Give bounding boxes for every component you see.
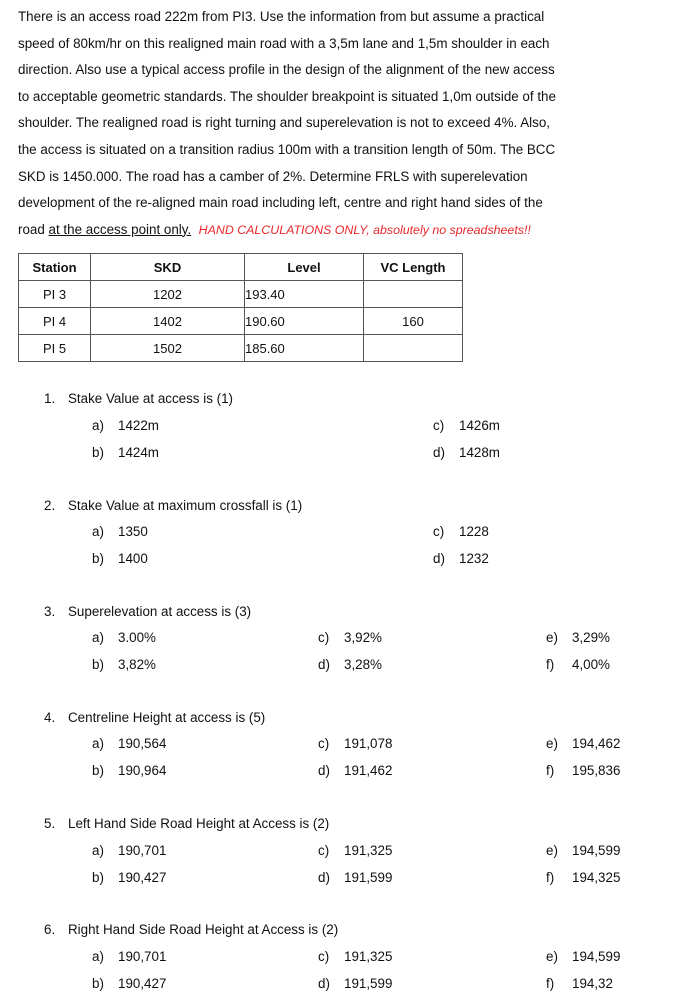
option-value: 4,00% — [572, 657, 610, 672]
option-value: 1422m — [118, 418, 159, 433]
option-label: b) — [92, 445, 104, 460]
intro-line: SKD is 1450.000. The road has a camber of 2%. Determine FRLS with superelevation — [18, 168, 528, 184]
option-2b — [92, 551, 148, 566]
option-value: 191,078 — [344, 736, 393, 751]
option-label: d) — [318, 976, 330, 991]
option-2a — [92, 524, 148, 539]
table-row — [19, 335, 463, 362]
intro-line: the access is situated on a transition radius 100m with a transition length of 50m. The BCC — [18, 141, 556, 157]
warning-text: HAND CALCULATIONS ONLY, absolutely no spreadsheets!! — [198, 222, 531, 237]
option-value: 191,599 — [344, 870, 393, 885]
alignment-table — [18, 253, 463, 362]
header-skd: SKD — [91, 254, 245, 281]
option-value: 3,82% — [118, 657, 156, 672]
intro-line: speed of 80km/hr on this realigned main road with a 3,5m lane and 1,5m shoulder in each — [18, 35, 550, 51]
option-value: 194,325 — [572, 870, 621, 885]
cell-station: PI 3 — [19, 281, 91, 308]
option-value: 1426m — [459, 418, 500, 433]
option-5e — [546, 843, 620, 858]
header-station: Station — [19, 254, 91, 281]
option-label: f) — [546, 657, 555, 672]
option-value: 3.00% — [118, 630, 156, 645]
cell-level: 190.60 — [245, 308, 364, 335]
question-text: Left Hand Side Road Height at Access is (2) — [68, 816, 330, 831]
option-value: 1400 — [118, 551, 148, 566]
option-label: f) — [546, 976, 555, 991]
question-number: 2. — [44, 498, 56, 513]
option-value: 191,325 — [344, 949, 393, 964]
option-label: e) — [546, 843, 558, 858]
option-label: a) — [92, 630, 104, 645]
cell-level: 193.40 — [245, 281, 364, 308]
option-label: c) — [318, 630, 330, 645]
option-label: e) — [546, 736, 558, 751]
intro-line: development of the re-aligned main road including left, centre and right hand sides of the — [18, 195, 543, 211]
option-label: c) — [318, 843, 330, 858]
option-5c — [318, 843, 392, 858]
cell-vc-length — [364, 335, 463, 362]
cell-station: PI 5 — [19, 335, 91, 362]
option-label: e) — [546, 949, 558, 964]
option-value: 190,701 — [118, 949, 167, 964]
option-6a — [92, 949, 166, 964]
option-value: 195,836 — [572, 763, 621, 778]
cell-vc-length — [364, 281, 463, 308]
header-vc-length: VC Length — [364, 254, 463, 281]
option-value: 194,599 — [572, 843, 621, 858]
option-6c — [318, 949, 392, 964]
question-2 — [44, 498, 302, 513]
question-text: Stake Value at access is (1) — [68, 391, 233, 406]
intro-line: shoulder. The realigned road is right turning and superelevation is not to exceed 4%. Also, — [18, 115, 550, 131]
option-value: 191,462 — [344, 763, 393, 778]
table-row — [19, 281, 463, 308]
option-4b — [92, 763, 166, 778]
problem-statement — [18, 4, 663, 243]
option-value: 1228 — [459, 524, 489, 539]
intro-line: There is an access road 222m from PI3. Use the information from but assume a practical — [18, 9, 545, 24]
question-number: 4. — [44, 710, 56, 725]
option-value: 3,92% — [344, 630, 382, 645]
option-5a — [92, 843, 166, 858]
option-label: f) — [546, 870, 555, 885]
option-3a — [92, 630, 156, 645]
table-row — [19, 308, 463, 335]
question-text: Superelevation at access is (3) — [68, 604, 252, 619]
cell-skd: 1202 — [91, 281, 245, 308]
option-label: b) — [92, 976, 104, 991]
option-5f — [546, 870, 620, 885]
question-text: Stake Value at maximum crossfall is (1) — [68, 498, 303, 513]
option-label: d) — [318, 870, 330, 885]
option-6f — [546, 976, 613, 991]
option-1d — [433, 445, 500, 460]
access-point-underlined: at the access point only. — [48, 221, 192, 237]
question-5 — [44, 816, 329, 831]
option-label: d) — [433, 445, 445, 460]
option-value: 191,599 — [344, 976, 393, 991]
option-value: 194,32 — [572, 976, 613, 991]
option-6d — [318, 976, 392, 991]
option-3b — [92, 657, 156, 672]
question-text: Right Hand Side Road Height at Access is (2) — [68, 922, 339, 937]
cell-level: 185.60 — [245, 335, 364, 362]
question-4 — [44, 710, 265, 725]
option-label: d) — [318, 657, 330, 672]
question-number: 5. — [44, 816, 56, 831]
question-text: Centreline Height at access is (5) — [68, 710, 266, 725]
option-label: d) — [318, 763, 330, 778]
question-number: 6. — [44, 922, 56, 937]
option-2c — [433, 524, 489, 539]
option-1a — [92, 418, 159, 433]
option-label: c) — [318, 949, 330, 964]
option-value: 3,29% — [572, 630, 610, 645]
option-value: 1424m — [118, 445, 159, 460]
option-label: b) — [92, 657, 104, 672]
option-value: 190,564 — [118, 736, 167, 751]
option-6b — [92, 976, 166, 991]
option-label: a) — [92, 524, 104, 539]
option-label: a) — [92, 949, 104, 964]
option-1c — [433, 418, 500, 433]
option-value: 3,28% — [344, 657, 382, 672]
header-level: Level — [245, 254, 364, 281]
cell-vc-length: 160 — [364, 308, 463, 335]
option-label: b) — [92, 551, 104, 566]
question-number: 3. — [44, 604, 56, 619]
option-4a — [92, 736, 166, 751]
cell-station: PI 4 — [19, 308, 91, 335]
question-6 — [44, 922, 338, 937]
intro-line: direction. Also use a typical access profile in the design of the alignment of the new access — [18, 62, 555, 78]
option-value: 190,427 — [118, 976, 167, 991]
option-value: 194,599 — [572, 949, 621, 964]
option-value: 1232 — [459, 551, 489, 566]
option-label: d) — [433, 551, 445, 566]
option-3e — [546, 630, 610, 645]
option-value: 1428m — [459, 445, 500, 460]
option-value: 191,325 — [344, 843, 393, 858]
option-value: 190,427 — [118, 870, 167, 885]
option-3f — [546, 657, 610, 672]
option-label: c) — [433, 524, 445, 539]
option-4e — [546, 736, 620, 751]
cell-skd: 1502 — [91, 335, 245, 362]
intro-prefix: road — [18, 221, 49, 237]
question-1 — [44, 391, 233, 406]
option-4d — [318, 763, 392, 778]
table-header-row — [19, 254, 463, 281]
question-number: 1. — [44, 391, 56, 406]
option-label: a) — [92, 843, 104, 858]
option-label: c) — [318, 736, 330, 751]
cell-skd: 1402 — [91, 308, 245, 335]
option-6e — [546, 949, 620, 964]
option-label: b) — [92, 870, 104, 885]
option-label: c) — [433, 418, 445, 433]
option-value: 190,964 — [118, 763, 167, 778]
option-5d — [318, 870, 392, 885]
intro-line: to acceptable geometric standards. The shoulder breakpoint is situated 1,0m outside of the — [18, 88, 556, 104]
option-4f — [546, 763, 620, 778]
option-3d — [318, 657, 382, 672]
option-3c — [318, 630, 382, 645]
option-5b — [92, 870, 166, 885]
option-label: e) — [546, 630, 558, 645]
option-2d — [433, 551, 489, 566]
intro-last-line — [18, 217, 663, 244]
option-value: 190,701 — [118, 843, 167, 858]
question-3 — [44, 604, 251, 619]
option-value: 194,462 — [572, 736, 621, 751]
option-1b — [92, 445, 159, 460]
option-label: a) — [92, 418, 104, 433]
option-4c — [318, 736, 392, 751]
option-label: a) — [92, 736, 104, 751]
option-label: f) — [546, 763, 555, 778]
option-label: b) — [92, 763, 104, 778]
option-value: 1350 — [118, 524, 148, 539]
